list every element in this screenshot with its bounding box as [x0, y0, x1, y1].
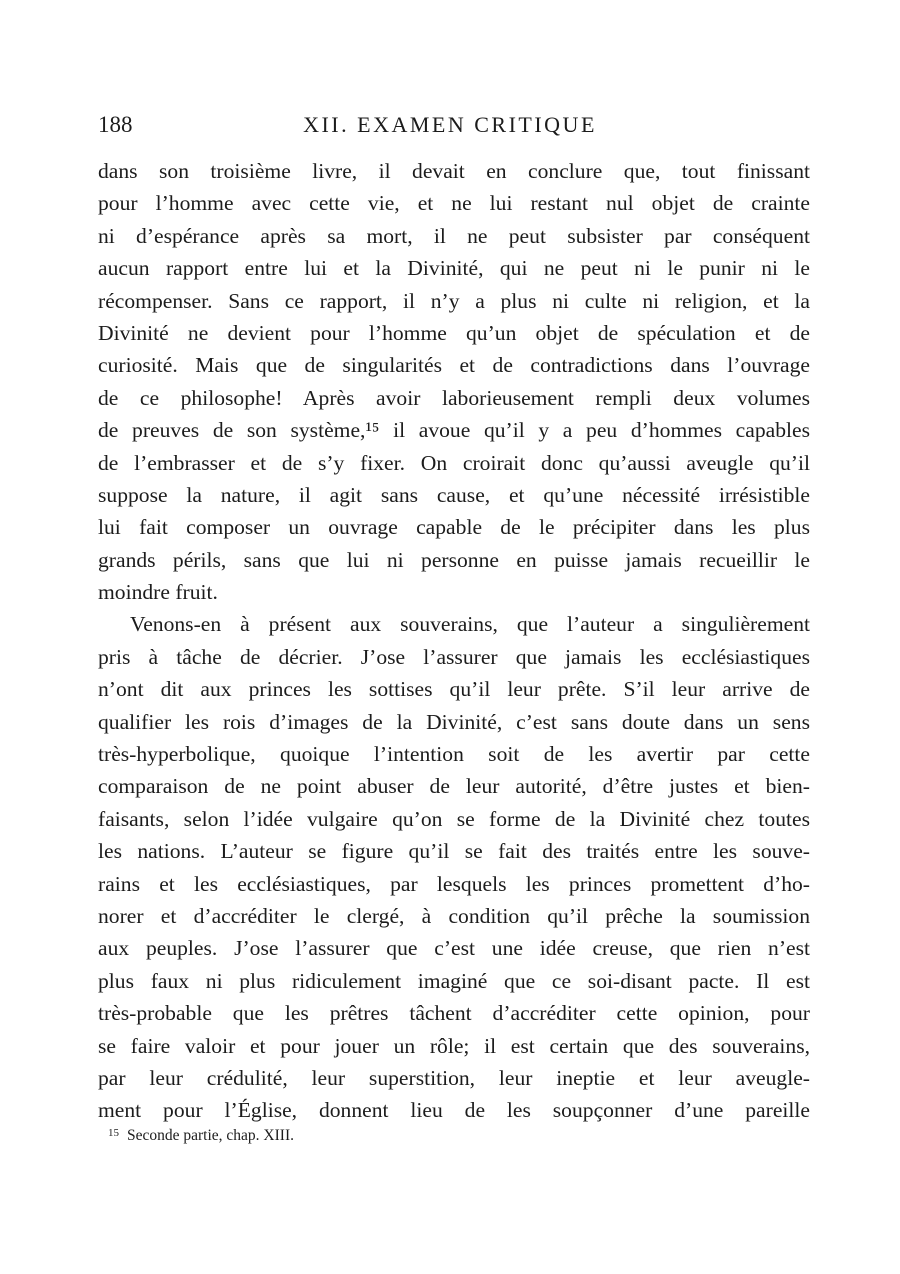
text-line: plus faux ni plus ridiculement imaginé que ce soi-disant pacte. Il est	[98, 968, 810, 993]
text-line: de ce philosophe! Après avoir laborieusement rempli deux volumes	[98, 385, 810, 410]
page-header	[0, 112, 900, 142]
text-line: aucun rapport entre lui et la Divinité, qui ne peut ni le punir ni le	[98, 256, 810, 281]
text-line: très-probable que les prêtres tâchent d’accréditer cette opinion, pour	[98, 1001, 810, 1026]
footnote	[108, 1127, 294, 1145]
body-text	[98, 155, 810, 1127]
text-line: suppose la nature, il agit sans cause, et qu’une nécessité irrésistible	[98, 482, 810, 507]
footnote-text: Seconde partie, chap. XIII.	[127, 1127, 294, 1144]
text-line: moindre fruit.	[98, 580, 218, 605]
text-line: les nations. L’auteur se figure qu’il se fait des traités entre les souve-	[98, 839, 810, 864]
text-line: se faire valoir et pour jouer un rôle; il est certain que des souverains,	[98, 1033, 810, 1058]
page-number: 188	[98, 112, 133, 137]
text-line: de preuves de son système,¹⁵ il avoue qu’il y a peu d’hommes capables	[98, 418, 810, 443]
text-line: norer et d’accréditer le clergé, à condition qu’il prêche la soumission	[98, 903, 810, 928]
text-line: très-hyperbolique, quoique l’intention soit de les avertir par cette	[98, 742, 810, 767]
text-line: rains et les ecclésiastiques, par lesquels les princes promettent d’ho-	[98, 871, 810, 896]
text-line: pour l’homme avec cette vie, et ne lui restant nul objet de crainte	[98, 191, 810, 216]
text-line: ment pour l’Église, donnent lieu de les soupçonner d’une pareille	[98, 1098, 810, 1123]
text-line: qualifier les rois d’images de la Divinité, c’est sans doute dans un sens	[98, 709, 810, 734]
text-line: Divinité ne devient pour l’homme qu’un objet de spéculation et de	[98, 320, 810, 345]
text-line: curiosité. Mais que de singularités et de contradictions dans l’ouvrage	[98, 353, 810, 378]
text-line: comparaison de ne point abuser de leur autorité, d’être justes et bien-	[98, 774, 810, 799]
text-line: Venons-en à présent aux souverains, que l’auteur a singulièrement	[130, 612, 810, 637]
text-line: aux peuples. J’ose l’assurer que c’est une idée creuse, que rien n’est	[98, 936, 810, 961]
text-line: faisants, selon l’idée vulgaire qu’on se forme de la Divinité chez toutes	[98, 806, 810, 831]
text-line: ni d’espérance après sa mort, il ne peut subsister par conséquent	[98, 223, 810, 248]
text-line: grands périls, sans que lui ni personne en puisse jamais recueillir le	[98, 547, 810, 572]
text-line: par leur crédulité, leur superstition, leur ineptie et leur aveugle-	[98, 1065, 810, 1090]
text-line: lui fait composer un ouvrage capable de le précipiter dans les plus	[98, 515, 810, 540]
text-line: pris à tâche de décrier. J’ose l’assurer que jamais les ecclésiastiques	[98, 644, 810, 669]
text-line: n’ont dit aux princes les sottises qu’il leur prête. S’il leur arrive de	[98, 677, 810, 702]
text-line: récompenser. Sans ce rapport, il n’y a plus ni culte ni religion, et la	[98, 288, 810, 313]
footnote-number: 15	[108, 1127, 119, 1139]
running-title: XII. EXAMEN CRITIQUE	[303, 112, 597, 137]
text-line: dans son troisième livre, il devait en conclure que, tout finissant	[98, 159, 810, 183]
text-line: de l’embrasser et de s’y fixer. On croirait donc qu’aussi aveugle qu’il	[98, 450, 810, 475]
